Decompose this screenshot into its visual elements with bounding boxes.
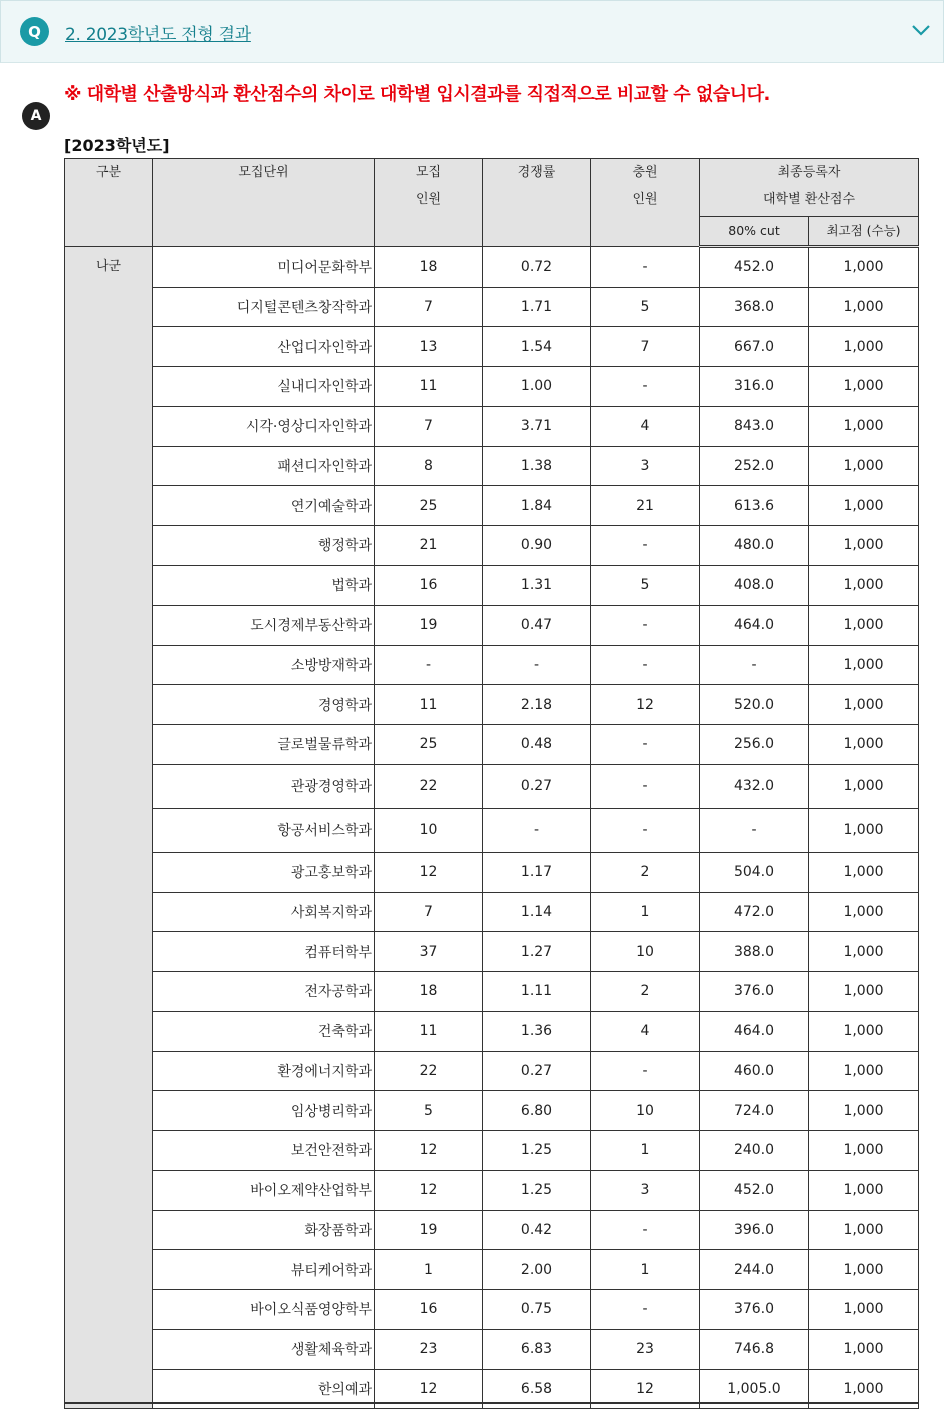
header-quota bbox=[375, 159, 483, 247]
rate-cell: 0.47 bbox=[483, 605, 591, 645]
header-quota-line2: 인원 bbox=[415, 192, 442, 207]
chevron-down-icon[interactable] bbox=[911, 23, 931, 37]
added-cell: - bbox=[591, 526, 700, 566]
header-row bbox=[65, 159, 919, 217]
table-row bbox=[65, 1170, 919, 1210]
table-row bbox=[65, 287, 919, 327]
header-added-line2: 인원 bbox=[632, 192, 658, 207]
added-cell: 1 bbox=[591, 1250, 700, 1290]
rate-cell: 1.36 bbox=[483, 1011, 591, 1051]
quota-cell: 16 bbox=[375, 1290, 483, 1330]
added-cell: 3 bbox=[591, 1170, 700, 1210]
unit-cell: 연기예술학과 bbox=[153, 486, 375, 526]
cut80-cell: 368.0 bbox=[700, 287, 809, 327]
table-row bbox=[65, 1011, 919, 1051]
added-cell: 10 bbox=[591, 1091, 700, 1131]
added-cell: 21 bbox=[591, 486, 700, 526]
table-row bbox=[65, 645, 919, 685]
max-score-cell: 1,000 bbox=[809, 645, 919, 685]
question-header[interactable] bbox=[0, 0, 944, 63]
rate-cell: 1.17 bbox=[483, 852, 591, 892]
quota-cell: 18 bbox=[375, 972, 483, 1012]
added-cell: - bbox=[591, 247, 700, 288]
results-table bbox=[64, 158, 919, 1409]
max-score-cell: 1,000 bbox=[809, 725, 919, 765]
unit-cell: 임상병리학과 bbox=[153, 1091, 375, 1131]
cut80-cell: 460.0 bbox=[700, 1051, 809, 1091]
table-row bbox=[65, 725, 919, 765]
added-cell: - bbox=[591, 1290, 700, 1330]
cut80-cell: 1,005.0 bbox=[700, 1369, 809, 1409]
quota-cell: - bbox=[375, 645, 483, 685]
quota-cell: 37 bbox=[375, 932, 483, 972]
table-row bbox=[65, 247, 919, 288]
unit-cell: 산업디자인학과 bbox=[153, 327, 375, 367]
max-score-cell: 1,000 bbox=[809, 1051, 919, 1091]
unit-cell: 경영학과 bbox=[153, 685, 375, 725]
table-row bbox=[65, 1131, 919, 1171]
table-row bbox=[65, 1290, 919, 1330]
header-quota-line1: 모집 bbox=[415, 165, 442, 180]
rate-cell: 0.42 bbox=[483, 1210, 591, 1250]
unit-cell: 바이오제약산업학부 bbox=[153, 1170, 375, 1210]
header-score-type: 대학별 환산점수 bbox=[762, 192, 856, 207]
unit-cell: 법학과 bbox=[153, 565, 375, 605]
max-score-cell: 1,000 bbox=[809, 1170, 919, 1210]
table-row bbox=[65, 1210, 919, 1250]
table-row bbox=[65, 446, 919, 486]
unit-cell: 시각·영상디자인학과 bbox=[153, 406, 375, 446]
unit-cell: 디지털콘텐츠창작학과 bbox=[153, 287, 375, 327]
table-row bbox=[65, 486, 919, 526]
added-cell: - bbox=[591, 725, 700, 765]
unit-cell: 관광경영학과 bbox=[153, 764, 375, 808]
unit-cell: 패션디자인학과 bbox=[153, 446, 375, 486]
unit-cell: 광고홍보학과 bbox=[153, 852, 375, 892]
cut80-cell: - bbox=[700, 645, 809, 685]
rate-cell: 0.72 bbox=[483, 247, 591, 288]
rate-cell: 0.27 bbox=[483, 764, 591, 808]
cut80-cell: 388.0 bbox=[700, 932, 809, 972]
header-added-line1: 충원 bbox=[632, 165, 658, 180]
max-score-cell: 1,000 bbox=[809, 1369, 919, 1409]
quota-cell: 7 bbox=[375, 287, 483, 327]
cut80-cell: 244.0 bbox=[700, 1250, 809, 1290]
max-score-cell: 1,000 bbox=[809, 406, 919, 446]
max-score-cell: 1,000 bbox=[809, 808, 919, 852]
unit-cell: 실내디자인학과 bbox=[153, 367, 375, 407]
added-cell: 7 bbox=[591, 327, 700, 367]
added-cell: 10 bbox=[591, 932, 700, 972]
cut80-cell: 464.0 bbox=[700, 605, 809, 645]
max-score-cell: 1,000 bbox=[809, 932, 919, 972]
cut80-cell: 256.0 bbox=[700, 725, 809, 765]
header-competition: 경쟁률 bbox=[483, 159, 591, 247]
table-row bbox=[65, 367, 919, 407]
max-score-cell: 1,000 bbox=[809, 892, 919, 932]
rate-cell: 1.14 bbox=[483, 892, 591, 932]
rate-cell: - bbox=[483, 808, 591, 852]
rate-cell: 2.00 bbox=[483, 1250, 591, 1290]
quota-cell: 10 bbox=[375, 808, 483, 852]
unit-cell: 한의예과 bbox=[153, 1369, 375, 1409]
rate-cell: 0.90 bbox=[483, 526, 591, 566]
notice-text: ※ 대학별 산출방식과 환산점수의 차이로 대학별 입시결과를 직접적으로 비교할 수 없습니다. bbox=[64, 84, 770, 105]
quota-cell: 7 bbox=[375, 406, 483, 446]
added-cell: 2 bbox=[591, 852, 700, 892]
cut80-cell: 396.0 bbox=[700, 1210, 809, 1250]
max-score-cell: 1,000 bbox=[809, 327, 919, 367]
header-unit: 모집단위 bbox=[153, 159, 375, 247]
unit-cell: 글로벌물류학과 bbox=[153, 725, 375, 765]
added-cell: 4 bbox=[591, 1011, 700, 1051]
rate-cell: 6.58 bbox=[483, 1369, 591, 1409]
cut80-cell: 667.0 bbox=[700, 327, 809, 367]
table-row bbox=[65, 932, 919, 972]
table-row bbox=[65, 565, 919, 605]
cut80-cell: 432.0 bbox=[700, 764, 809, 808]
table-row bbox=[65, 526, 919, 566]
added-cell: - bbox=[591, 1051, 700, 1091]
quota-cell: 12 bbox=[375, 1170, 483, 1210]
question-badge: Q bbox=[20, 17, 49, 46]
max-score-cell: 1,000 bbox=[809, 1131, 919, 1171]
max-score-cell: 1,000 bbox=[809, 1250, 919, 1290]
rate-cell: 1.31 bbox=[483, 565, 591, 605]
cut80-cell: 376.0 bbox=[700, 1290, 809, 1330]
cut80-cell: 240.0 bbox=[700, 1131, 809, 1171]
rate-cell: 1.27 bbox=[483, 932, 591, 972]
cut80-cell: - bbox=[700, 808, 809, 852]
rate-cell: 0.48 bbox=[483, 725, 591, 765]
rate-cell: 0.75 bbox=[483, 1290, 591, 1330]
added-cell: 3 bbox=[591, 446, 700, 486]
quota-cell: 12 bbox=[375, 852, 483, 892]
cut80-cell: 452.0 bbox=[700, 1170, 809, 1210]
cut80-cell: 480.0 bbox=[700, 526, 809, 566]
table-row bbox=[65, 1250, 919, 1290]
year-label: [2023학년도] bbox=[64, 136, 170, 155]
unit-cell: 소방방재학과 bbox=[153, 645, 375, 685]
quota-cell: 12 bbox=[375, 1369, 483, 1409]
table-row bbox=[65, 605, 919, 645]
added-cell: - bbox=[591, 764, 700, 808]
cut80-cell: 843.0 bbox=[700, 406, 809, 446]
max-score-cell: 1,000 bbox=[809, 852, 919, 892]
added-cell: - bbox=[591, 1210, 700, 1250]
unit-cell: 항공서비스학과 bbox=[153, 808, 375, 852]
unit-cell: 보건안전학과 bbox=[153, 1131, 375, 1171]
quota-cell: 25 bbox=[375, 486, 483, 526]
cut80-cell: 376.0 bbox=[700, 972, 809, 1012]
cut80-cell: 520.0 bbox=[700, 685, 809, 725]
question-title[interactable]: 2. 2023학년도 전형 결과 bbox=[65, 25, 251, 45]
added-cell: 12 bbox=[591, 685, 700, 725]
table-row bbox=[65, 1091, 919, 1131]
quota-cell: 18 bbox=[375, 247, 483, 288]
added-cell: 5 bbox=[591, 565, 700, 605]
unit-cell: 행정학과 bbox=[153, 526, 375, 566]
table-row bbox=[65, 1329, 919, 1369]
table-row bbox=[65, 892, 919, 932]
max-score-cell: 1,000 bbox=[809, 287, 919, 327]
max-score-cell: 1,000 bbox=[809, 685, 919, 725]
max-score-cell: 1,000 bbox=[809, 367, 919, 407]
quota-cell: 7 bbox=[375, 892, 483, 932]
quota-cell: 16 bbox=[375, 565, 483, 605]
quota-cell: 13 bbox=[375, 327, 483, 367]
max-score-cell: 1,000 bbox=[809, 1329, 919, 1369]
cut80-cell: 316.0 bbox=[700, 367, 809, 407]
table-row bbox=[65, 327, 919, 367]
added-cell: 1 bbox=[591, 892, 700, 932]
quota-cell: 19 bbox=[375, 1210, 483, 1250]
cut80-cell: 252.0 bbox=[700, 446, 809, 486]
unit-cell: 컴퓨터학부 bbox=[153, 932, 375, 972]
quota-cell: 12 bbox=[375, 1131, 483, 1171]
cut80-cell: 746.8 bbox=[700, 1329, 809, 1369]
rate-cell: - bbox=[483, 645, 591, 685]
max-score-cell: 1,000 bbox=[809, 486, 919, 526]
rate-cell: 1.54 bbox=[483, 327, 591, 367]
rate-cell: 6.80 bbox=[483, 1091, 591, 1131]
header-cut80: 80% cut bbox=[700, 217, 809, 247]
table-row bbox=[65, 1051, 919, 1091]
unit-cell: 도시경제부동산학과 bbox=[153, 605, 375, 645]
quota-cell: 1 bbox=[375, 1250, 483, 1290]
unit-cell: 사회복지학과 bbox=[153, 892, 375, 932]
max-score-cell: 1,000 bbox=[809, 247, 919, 288]
rate-cell: 1.00 bbox=[483, 367, 591, 407]
quota-cell: 11 bbox=[375, 685, 483, 725]
added-cell: 12 bbox=[591, 1369, 700, 1409]
cut80-cell: 472.0 bbox=[700, 892, 809, 932]
table-row bbox=[65, 808, 919, 852]
rate-cell: 1.71 bbox=[483, 287, 591, 327]
table-row bbox=[65, 972, 919, 1012]
quota-cell: 25 bbox=[375, 725, 483, 765]
unit-cell: 미디어문화학부 bbox=[153, 247, 375, 288]
header-final bbox=[700, 159, 919, 217]
added-cell: - bbox=[591, 808, 700, 852]
unit-cell: 전자공학과 bbox=[153, 972, 375, 1012]
max-score-cell: 1,000 bbox=[809, 1091, 919, 1131]
header-final-label: 최종등록자 bbox=[777, 165, 841, 180]
rate-cell: 1.25 bbox=[483, 1170, 591, 1210]
max-score-cell: 1,000 bbox=[809, 972, 919, 1012]
table-row bbox=[65, 852, 919, 892]
quota-cell: 11 bbox=[375, 1011, 483, 1051]
added-cell: 5 bbox=[591, 287, 700, 327]
max-score-cell: 1,000 bbox=[809, 1210, 919, 1250]
max-score-cell: 1,000 bbox=[809, 605, 919, 645]
cut80-cell: 724.0 bbox=[700, 1091, 809, 1131]
unit-cell: 환경에너지학과 bbox=[153, 1051, 375, 1091]
quota-cell: 19 bbox=[375, 605, 483, 645]
rate-cell: 0.27 bbox=[483, 1051, 591, 1091]
cut80-cell: 504.0 bbox=[700, 852, 809, 892]
answer-badge: A bbox=[22, 102, 50, 130]
max-score-cell: 1,000 bbox=[809, 526, 919, 566]
quota-cell: 11 bbox=[375, 367, 483, 407]
cut80-cell: 452.0 bbox=[700, 247, 809, 288]
cut80-cell: 464.0 bbox=[700, 1011, 809, 1051]
header-max: 최고점 (수능) bbox=[809, 217, 919, 247]
added-cell: - bbox=[591, 645, 700, 685]
rate-cell: 3.71 bbox=[483, 406, 591, 446]
rate-cell: 1.11 bbox=[483, 972, 591, 1012]
header-category: 구분 bbox=[65, 159, 153, 247]
quota-cell: 5 bbox=[375, 1091, 483, 1131]
rate-cell: 6.83 bbox=[483, 1329, 591, 1369]
quota-cell: 8 bbox=[375, 446, 483, 486]
unit-cell: 바이오식품영양학부 bbox=[153, 1290, 375, 1330]
added-cell: 2 bbox=[591, 972, 700, 1012]
group-label: 나군 bbox=[65, 247, 153, 1409]
max-score-cell: 1,000 bbox=[809, 565, 919, 605]
rate-cell: 1.25 bbox=[483, 1131, 591, 1171]
added-cell: 1 bbox=[591, 1131, 700, 1171]
unit-cell: 뷰티케어학과 bbox=[153, 1250, 375, 1290]
quota-cell: 22 bbox=[375, 764, 483, 808]
added-cell: - bbox=[591, 605, 700, 645]
header-added bbox=[591, 159, 700, 247]
cut80-cell: 408.0 bbox=[700, 565, 809, 605]
max-score-cell: 1,000 bbox=[809, 1290, 919, 1330]
added-cell: 4 bbox=[591, 406, 700, 446]
quota-cell: 22 bbox=[375, 1051, 483, 1091]
quota-cell: 23 bbox=[375, 1329, 483, 1369]
added-cell: 23 bbox=[591, 1329, 700, 1369]
rate-cell: 1.38 bbox=[483, 446, 591, 486]
unit-cell: 화장품학과 bbox=[153, 1210, 375, 1250]
quota-cell: 21 bbox=[375, 526, 483, 566]
max-score-cell: 1,000 bbox=[809, 1011, 919, 1051]
table-row bbox=[65, 764, 919, 808]
rate-cell: 1.84 bbox=[483, 486, 591, 526]
unit-cell: 건축학과 bbox=[153, 1011, 375, 1051]
added-cell: - bbox=[591, 367, 700, 407]
rate-cell: 2.18 bbox=[483, 685, 591, 725]
table-row bbox=[65, 685, 919, 725]
max-score-cell: 1,000 bbox=[809, 764, 919, 808]
table-row bbox=[65, 406, 919, 446]
cut80-cell: 613.6 bbox=[700, 486, 809, 526]
unit-cell: 생활체육학과 bbox=[153, 1329, 375, 1369]
max-score-cell: 1,000 bbox=[809, 446, 919, 486]
